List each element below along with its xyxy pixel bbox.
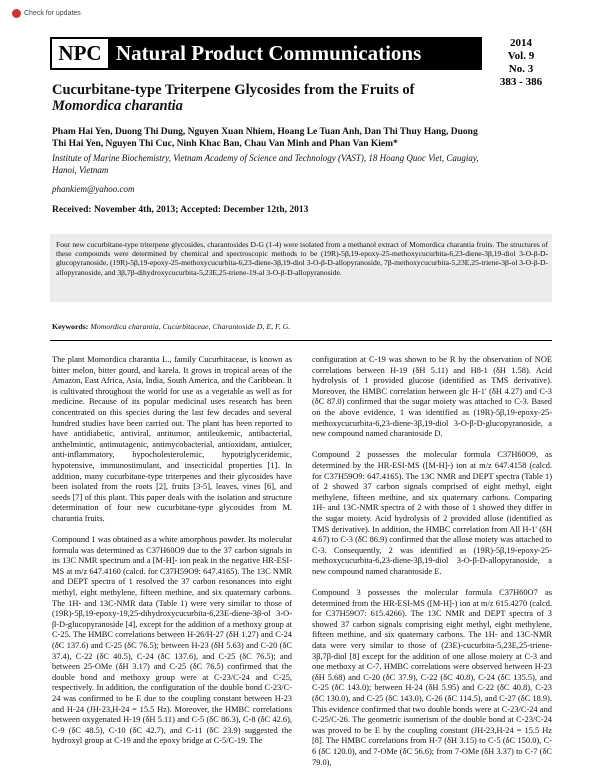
paragraph: Compound 3 possesses the molecular formula C37H60O7 as determined from the HR-ESI-MS ([M-H]-) ion at m/z 615.4270 (calcd. for C37H59O7: 615.4266). The 13C NMR and DEPT spectra of 3 showed 37 carbon signals comprising eight methyl, eight methylene, fifteen methine, and six quaternary carbons. The 1H- and 13C-NMR data were very similar to those of (23E)-cucurbita-5,23E,25-triene-3β,7β-diol [8] except for the addition of one allose moiety at C-3 and one methoxy at C-7. HMBC correlations were observed between H-23 (δH 5.68) and C-20 (δC 37.9), C-22 (δC 40.8), C-24 (δC 135.5), and C-25 (δC 143.0); between H-24 (δH 5.95) and C-22 (δC 40.8), C-23 (δC 130.0), and C-25 (δC 143.0), C-26 (δC 114.5), and C-27 (δC 18.9). This evidence confirmed that two double bonds were at C-23/C-24 and C-25/C-26. The geometric isomerism of the double bond at C-23/C-24 was proved to be E by the coupling constant (JH-23,H-24 = 15.5 Hz [8]. The HMBC correlations from H-7 (δH 3.15) to C-5 (δC 150.0), C-6 (δC 120.0), and 7-OMe (δC 56.6); from 7-OMe (δH 3.37) to C-7 (δC 79.0), xyxy=(312,588,552,767)
title-line-1: Cucurbitane-type Triterpene Glycosides from the Fruits of xyxy=(52,82,415,98)
abstract-text: Four new cucurbitane-type triterpene glycosides, charantosides D-G (1-4) were isolated from a methanol extract of Momordica charantia fruits. The structures of these compounds were determined by chemical and spectroscopic methods to be (19R)-5β,19-epoxy-25-methoxycucurbita-6,23-diene-3β,19-diol 3-O-β-D-glucopyranoside, (19R)-5β,19-epoxy-25-methoxycucurbita-6,23-diene-3β,19-diol 3-O-β-D-allopyranoside, 7β-methoxycucurbita-5,23E,25-triene-3β-ol 3-O-β-D-allopyranoside, and 3β,7β-dihydroxycucurbita-5,23E,25-triene-19-al 3-O-β-D-allopyranoside. xyxy=(56,240,548,277)
body-column-left xyxy=(52,355,292,758)
corresponding-email[interactable]: phankiem@yahoo.com xyxy=(52,184,135,194)
keywords xyxy=(52,322,552,331)
article-title xyxy=(52,82,482,114)
received-dates: Received: November 4th, 2013; Accepted: December 12th, 2013 xyxy=(52,205,309,215)
issue-volume: Vol. 9 xyxy=(507,50,535,62)
body-column-right xyxy=(312,355,552,779)
paragraph: Compound 1 was obtained as a white amorphous powder. Its molecular formula was determined as C37H60O9 due to the 37 carbon signals in its 13C NMR spectrum and a [M-H]- ion peak in the negative HR-ESI-MS at m/z 647.4160 (calcd. for C37H59O9: 647.4165). The 13C NMR and DEPT spectra of 1 resolved the 37 carbon resonances into eight methyl, eight methylene, fifteen methine, and six quaternary carbons. The 1H- and 13C-NMR data (Table 1) were very similar to those of (19R)-5β,19-epoxy-19,25-dihydroxycucurbita-6,23E-diene-3β-ol 3-O-β-D-glucopyranoside [4], except for the addition of a methoxy group at C-25. The HMBC correlations between H-26/H-27 (δH 1.27) and C-24 (δC 137.6) and C-25 (δC 76.5); between H-23 (δH 5.63) and C-20 (δC 37.4), C-22 (δC 40.5), C-24 (δC 137.6), and C-25 (δC 76.5); and between 25-OMe (δH 3.17) and C-25 (δC 76.5) confirmed that the double bond and methoxy group were at C-23/C-24 and C-25, respectively. In addition, the configuration of the double bond C-23/C-24 was confirmed to be E due to the coupling constant between H-23 and H-24 (JH-23,H-24 = 15.5 Hz). Moreover, the HMBC correlations between oxygenated H-19 (δH 5.11) and C-5 (δC 86.3), C-8 (δC 42.6), C-9 (δC 48.5), C-10 (δC 42.7), and C-11 (δC 23.9) suggested the hydroxyl group at C-19 and the epoxy bridge at C-5/C-19. The xyxy=(52,535,292,746)
paragraph: The plant Momordica charantia L., family Cucurbitaceae, is known as bitter melon, bitter gourd, and karela. It grows in tropical areas of the Amazon, East Africa, Asia, India, South America, and the Caribbean. It is cultivated throughout the world for use as a vegetable as well as for medicine. Because of its popular medicinal uses research has been concentrated on this species during the last few decades and several hundred studies have been carried out. The plant has been reported to have antidiabetic, antiviral, antitumor, antileukemic, antibacterial, anthelmintic, antimutagenic, antimycobacterial, antioxidant, antiulcer, anti-inflammatory, hypocholesterolemic, hypotriglyceridemic, hypotensive, immunostimulant, and insecticidal properties [1]. In addition, many cucurbitane-type triterpenes and their glycosides have been isolated from the roots [2], fruits [3-5], leaves, vines [6], and seeds [7] of this plant. This paper deals with the isolation and structure determination of four new cucurbitane-type glycosides from M. charantia fruits. xyxy=(52,355,292,523)
issue-number: No. 3 xyxy=(508,63,534,75)
divider xyxy=(50,340,552,341)
affiliation: Institute of Marine Biochemistry, Vietnam Academy of Science and Technology (VAST), 18 Hoang Quoc Viet, Caugiay, Hanoi, Vietnam xyxy=(52,153,479,175)
crossmark-icon xyxy=(12,9,21,18)
paragraph: Compound 2 possesses the molecular formula C37H60O9, as determined by the HR-ESI-MS ([M-H]-) ion at m/z 647.4158 (calcd. for C37H59O9: 647.4165). The 13C NMR and DEPT spectra (Table 1) of 2 showed 37 carbon signals comprised of eight methyl, eight methylene, fifteen methine, and six quaternary carbons. Comparing 1H- and 13C-NMR spectra of 2 with those of 1 showed they differ in the sugar moiety. Acid hydrolysis of 2 provided allose (identified as TMS derivative). In addition, the HMBC correlation from All H-1' (δH 4.67) to C-3 (δC 86.9) confirmed that the allose moiety was attached to C-3. Consequently, 2 was identified as (19R)-5β,19-epoxy-25-methoxycucurbita-6,23-diene-3β,19-diol 3-O-β-D-allopyranoside, a new compound named charantoside E. xyxy=(312,450,552,576)
paragraph: configuration at C-19 was shown to be R by the observation of NOE correlations between H-19 (δH 5.11) and H8-1 (δH 1.58). Acid hydrolysis of 1 provided glucose (identified as TMS derivative). Moreover, the HMBC correlation between glc H-1' (δH 4.27) and C-3 (δC 87.0) confirmed that the sugar moiety was attached to C-3. Based on the above evidence, 1 was identified as (19R)-5β,19-epoxy-25-methoxycucurbita-6,23-diene-3β,19-diol 3-O-β-D-glucopyranoside, a new compound named charantoside D. xyxy=(312,355,552,439)
npc-logo: NPC xyxy=(58,41,102,65)
issue-pages: 383 - 386 xyxy=(499,76,543,88)
keywords-text: Momordica charantia, Cucurbitaceae, Charantoside D, E, F, G. xyxy=(90,322,291,331)
keywords-label: Keywords: xyxy=(52,322,89,331)
crossmark-label: Check for updates xyxy=(24,10,81,17)
author-list: Pham Hai Yen, Duong Thi Dung, Nguyen Xuan Nhiem, Hoang Le Tuan Anh, Dan Thi Thuy Hang, Duong Thi Hai Yen, Nguyen Thi Cuc, Ninh Khac Ban, Chau Van Minh and Phan Van Kiem* xyxy=(52,127,478,149)
journal-title: Natural Product Communications xyxy=(116,41,422,65)
issue-info xyxy=(490,37,552,89)
title-line-2: Momordica charantia xyxy=(52,98,183,114)
crossmark-badge[interactable] xyxy=(12,9,81,18)
issue-year: 2014 xyxy=(510,37,532,49)
